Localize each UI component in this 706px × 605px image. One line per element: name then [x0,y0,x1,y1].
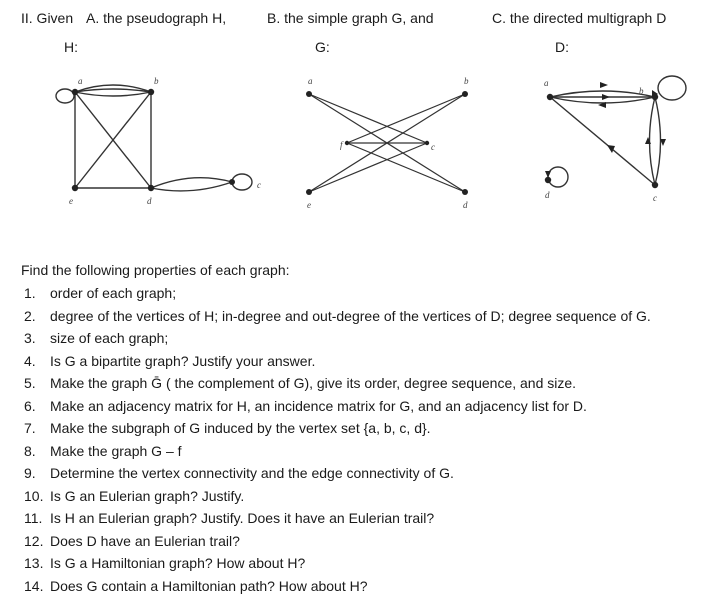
question-number: 3. [24,330,36,346]
vertex-h-a [72,89,78,95]
question-text: Is H an Eulerian graph? Justify. Does it have an Eulerian trail? [50,510,435,526]
edge-d-b-c-2 [655,97,661,185]
graph-d-name: D: [555,39,569,55]
vertex-g-c [425,141,429,145]
arrowhead-d-2 [602,94,610,100]
question-text: order of each graph; [50,285,177,301]
loop-h-a [56,89,74,103]
question-text: Is G a Hamiltonian graph? How about H? [50,555,306,571]
vertex-label-g-e: e [307,200,311,210]
vertex-label-g-f: f [340,140,343,150]
vertex-label-h-b: b [154,76,159,86]
question-number: 11. [24,510,43,526]
vertex-label-g-a: a [308,76,313,86]
vertex-label-d-d: d [545,190,550,200]
vertex-d-d [545,177,551,183]
loop-d-b [658,76,686,100]
question-text: degree of the vertices of H; in-degree and out-degree of the vertices of D; degree sequence of G. [50,307,651,324]
question-number: 10. [24,487,44,504]
graph-g-figure [300,70,480,210]
vertex-g-d [462,189,468,195]
header-c: C. the directed multigraph D [492,10,667,26]
question-number: 6. [24,397,36,414]
header-part: II. Given [21,10,74,26]
arrowhead-d-4 [607,145,615,153]
vertex-g-a [306,91,312,97]
vertex-g-e [306,189,312,195]
question-number: 5. [24,375,36,391]
question-text: Make the graph G – f [50,442,182,459]
vertex-label-d-b: b [639,86,644,96]
graph-h-figure [48,70,280,210]
vertex-label-g-b: b [464,76,469,86]
question-text: Make the subgraph of G induced by the vertex set {a, b, c, d}. [50,420,431,436]
vertex-d-b [652,94,658,100]
vertex-d-c [652,182,658,188]
edge-d-b-c-1 [650,97,656,185]
vertex-g-b [462,91,468,97]
edge-h-a-b-2 [75,89,151,92]
question-text: Is G a bipartite graph? Justify your answer. [50,352,316,369]
edge-h-a-b-3 [75,92,151,96]
vertex-d-a [547,94,553,100]
question-text: Determine the vertex connectivity and the edge connectivity of G. [50,465,454,481]
vertex-label-g-d: d [463,200,468,210]
vertex-g-f [345,141,349,145]
question-number: 2. [24,307,36,324]
vertex-label-h-e: e [69,196,73,206]
edge-g-a-c [309,94,427,143]
graph-h-name: H: [64,39,78,55]
vertex-label-d-c: c [653,193,657,203]
question-text: Is G an Eulerian graph? Justify. [50,487,245,504]
header-row [0,10,706,30]
vertex-label-h-a: a [78,76,83,86]
instructions-intro: Find the following properties of each graph: [21,262,290,278]
edge-g-b-f [347,94,465,143]
header-a: A. the pseudograph H, [86,10,227,26]
question-number: 7. [24,420,36,436]
graph-g-name: G: [315,39,330,55]
loop-d-d [548,167,568,187]
edge-g-e-c [309,143,427,192]
vertex-h-e [72,185,78,191]
question-number: 14. [24,577,44,594]
vertex-label-h-c: c [257,180,261,190]
question-number: 9. [24,465,36,481]
question-text: Does D have an Eulerian trail? [50,532,240,549]
question-text: size of each graph; [50,330,169,346]
arrowhead-d-1 [600,82,608,88]
vertex-label-g-c: c [431,142,435,152]
vertex-h-b [148,89,154,95]
question-number: 8. [24,442,36,459]
question-number: 1. [24,285,36,301]
vertex-h-c [229,179,235,185]
question-number: 13. [24,555,44,571]
vertex-h-d [148,185,154,191]
question-number: 12. [24,532,44,549]
question-text: Make the graph Ḡ ( the complement of G), give its order, degree sequence, and size. [50,375,577,391]
vertex-label-d-a: a [544,78,549,88]
graph-d-figure [518,70,698,210]
question-number: 4. [24,352,36,369]
vertex-label-h-d: d [147,196,152,206]
header-b: B. the simple graph G, and [267,10,434,26]
edge-g-f-d [347,143,465,192]
question-text: Does G contain a Hamiltonian path? How about H? [50,577,368,594]
question-text: Make an adjacency matrix for H, an incidence matrix for G, and an adjacency list for D. [50,397,587,414]
